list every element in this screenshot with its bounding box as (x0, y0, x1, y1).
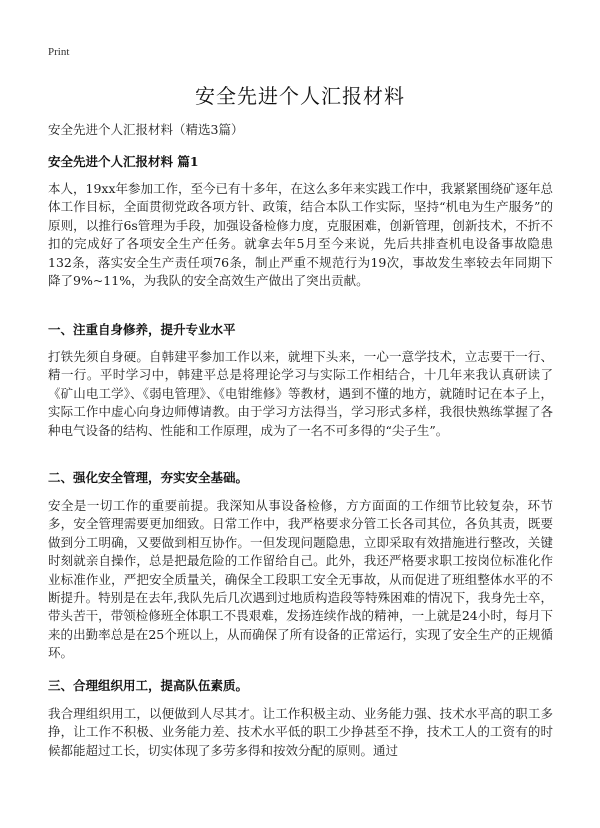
heading-1: 一、注重自身修养，提升专业水平 (48, 322, 236, 337)
document-title: 安全先进个人汇报材料 (195, 84, 405, 108)
print-label: Print (48, 46, 70, 58)
intro-paragraph: 本人，19xx年参加工作，至今已有十多年，在这么多年来实践工作中，我紧紧围绕矿逐年总体工作目标，全面贯彻党政各项方针、政策，结合本队工作实际，坚持“机电为生产服务”的原则，以推行6s管理为手段，加强设备检修力度，克服困难，创新管理，创新技术，不折不扣的完成好了各项安全生产任务。就拿去年5月至今来说，先后共排查机电设备事故隐患132条，落实安全生产责任项76条，制止严重不规范行为19次，事故发生率较去年同期下降了9%~11%，为我队的安全高效生产做出了突出贡献。 (48, 181, 554, 289)
heading-3: 三、合理组织用工，提高队伍素质。 (48, 678, 249, 693)
paragraph-3: 我合理组织用工，以便做到人尽其才。让工作积极主动、业务能力强、技术水平高的职工多挣，让工作不积极、业务能力差、技术水平低的职工少挣甚至不挣，技术工人的工资有的时候都能超过工长，切实体现了多劳多得和按效分配的原则。通过 (48, 706, 553, 758)
section-title: 安全先进个人汇报材料 篇1 (48, 154, 199, 169)
paragraph-2: 安全是一切工作的重要前提。我深知从事设备检修，方方面面的工作细节比较复杂，环节多，安全管理需要更加细致。日常工作中，我严格要求分管工长各司其位，各负其责，既要做到分工明确，又要做到相互协作。一但发现问题隐患，立即采取有效措施进行整改，关键时刻就亲自操作，总是把最危险的工作留给自己。此外，我还严格要求职工按岗位标准化作业标准作业，严把安全质量关，确保全工段职工安全无事故，从而促进了班组整体水平的不断提升。特别是在去年,我队先后几次遇到过地质构造段等特殊困难的情况下，我身先士卒，带头苦干，带领检修班全体职工不畏艰难，发扬连续作战的精神，一上就是24小时，每月下来的出勤率总是在25个班以上，从而确保了所有设备的正常运行，实现了安全生产的正规循环。 (48, 498, 553, 661)
paragraph-1: 打铁先须自身硬。自韩建平参加工作以来，就埋下头来，一心一意学技术，立志要干一行、精一行。平时学习中，韩建平总是将理论学习与实际工作相结合，十几年来我认真研读了《矿山电工学》、《弱电管理》、《电钳维修》等教材，遇到不懂的地方，就随时记在本子上，实际工作中虚心向身边师傅请教。由于学习方法得当，学习形式多样，我很快熟练掌握了各种电气设备的结构、性能和工作原理，成为了一名不可多得的“尖子生”。 (48, 349, 553, 438)
heading-2: 二、强化安全管理，夯实安全基础。 (48, 470, 249, 485)
document-subtitle: 安全先进个人汇报材料（精选3篇） (48, 122, 244, 137)
